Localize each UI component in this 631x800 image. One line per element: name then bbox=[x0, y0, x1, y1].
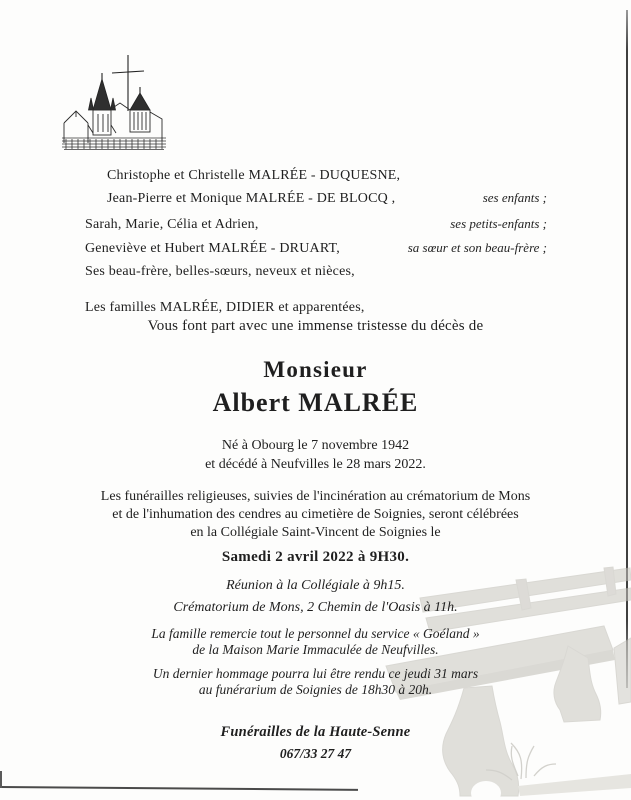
family-line bbox=[85, 190, 547, 206]
birth-line: Né à Obourg le 7 novembre 1942 bbox=[221, 438, 410, 453]
funeral-home-phone: 067/33 27 47 bbox=[279, 746, 352, 761]
death-line: et décédé à Neufvilles le 28 mars 2022. bbox=[205, 457, 426, 472]
family-line bbox=[85, 240, 547, 256]
thanks-paragraph bbox=[0, 626, 631, 658]
announcement-text: Vous font part avec une immense tristesse du décès de bbox=[147, 318, 484, 334]
tribute-line: au funérarium de Soignies de 18h30 à 20h. bbox=[198, 682, 433, 697]
birth-death-dates bbox=[0, 436, 631, 474]
family-line bbox=[85, 168, 547, 183]
deceased-name: Albert MALRÉE bbox=[212, 388, 419, 417]
family-names: Sarah, Marie, Célia et Adrien, bbox=[85, 217, 259, 232]
deceased-title: Monsieur bbox=[263, 357, 368, 382]
ceremony-date: Samedi 2 avril 2022 à 9H30. bbox=[221, 549, 410, 565]
family-names: Christophe et Christelle MALRÉE - DUQUESNE, bbox=[107, 168, 401, 183]
relation-label: ses enfants ; bbox=[482, 190, 547, 205]
family-line bbox=[85, 216, 547, 232]
ceremony-line: en la Collégiale Saint-Vincent de Soignies le bbox=[190, 525, 441, 540]
tribute-line: Un dernier hommage pourra lui être rendu ce jeudi 31 mars bbox=[152, 666, 479, 681]
family-names: Ses beau-frère, belles-sœurs, neveux et nièces, bbox=[85, 264, 355, 279]
family-line bbox=[85, 264, 547, 279]
ceremony-line: Les funérailles religieuses, suivies de l'incinération au crématorium de Mons bbox=[100, 489, 531, 504]
family-names: Geneviève et Hubert MALRÉE - DRUART, bbox=[85, 241, 340, 256]
family-section bbox=[85, 168, 547, 315]
crematorium-info: Crématorium de Mons, 2 Chemin de l'Oasis à 11h. bbox=[173, 600, 458, 615]
thanks-line: de la Maison Marie Immaculée de Neufvilles. bbox=[192, 642, 439, 657]
meeting-info: Réunion à la Collégiale à 9h15. bbox=[226, 578, 405, 593]
ceremony-paragraph bbox=[0, 488, 631, 542]
thanks-line: La famille remercie tout le personnel du service « Goéland » bbox=[151, 626, 480, 641]
family-line bbox=[85, 300, 547, 315]
family-names: Les familles MALRÉE, DIDIER et apparentées, bbox=[85, 300, 365, 315]
scan-edge-corner-tick bbox=[0, 771, 2, 788]
funeral-home-name: Funérailles de la Haute-Senne bbox=[220, 724, 411, 740]
relation-label: ses petits-enfants ; bbox=[450, 216, 547, 231]
relation-label: sa sœur et son beau-frère ; bbox=[407, 240, 547, 255]
tribute-paragraph bbox=[0, 666, 631, 698]
family-names: Jean-Pierre et Monique MALRÉE - DE BLOCQ , bbox=[107, 191, 396, 206]
scan-edge-horizontal-line bbox=[0, 786, 358, 791]
ceremony-line: et de l'inhumation des cendres au cimetière de Soignies, seront célébrées bbox=[112, 507, 519, 522]
church-engraving-icon bbox=[60, 53, 178, 153]
